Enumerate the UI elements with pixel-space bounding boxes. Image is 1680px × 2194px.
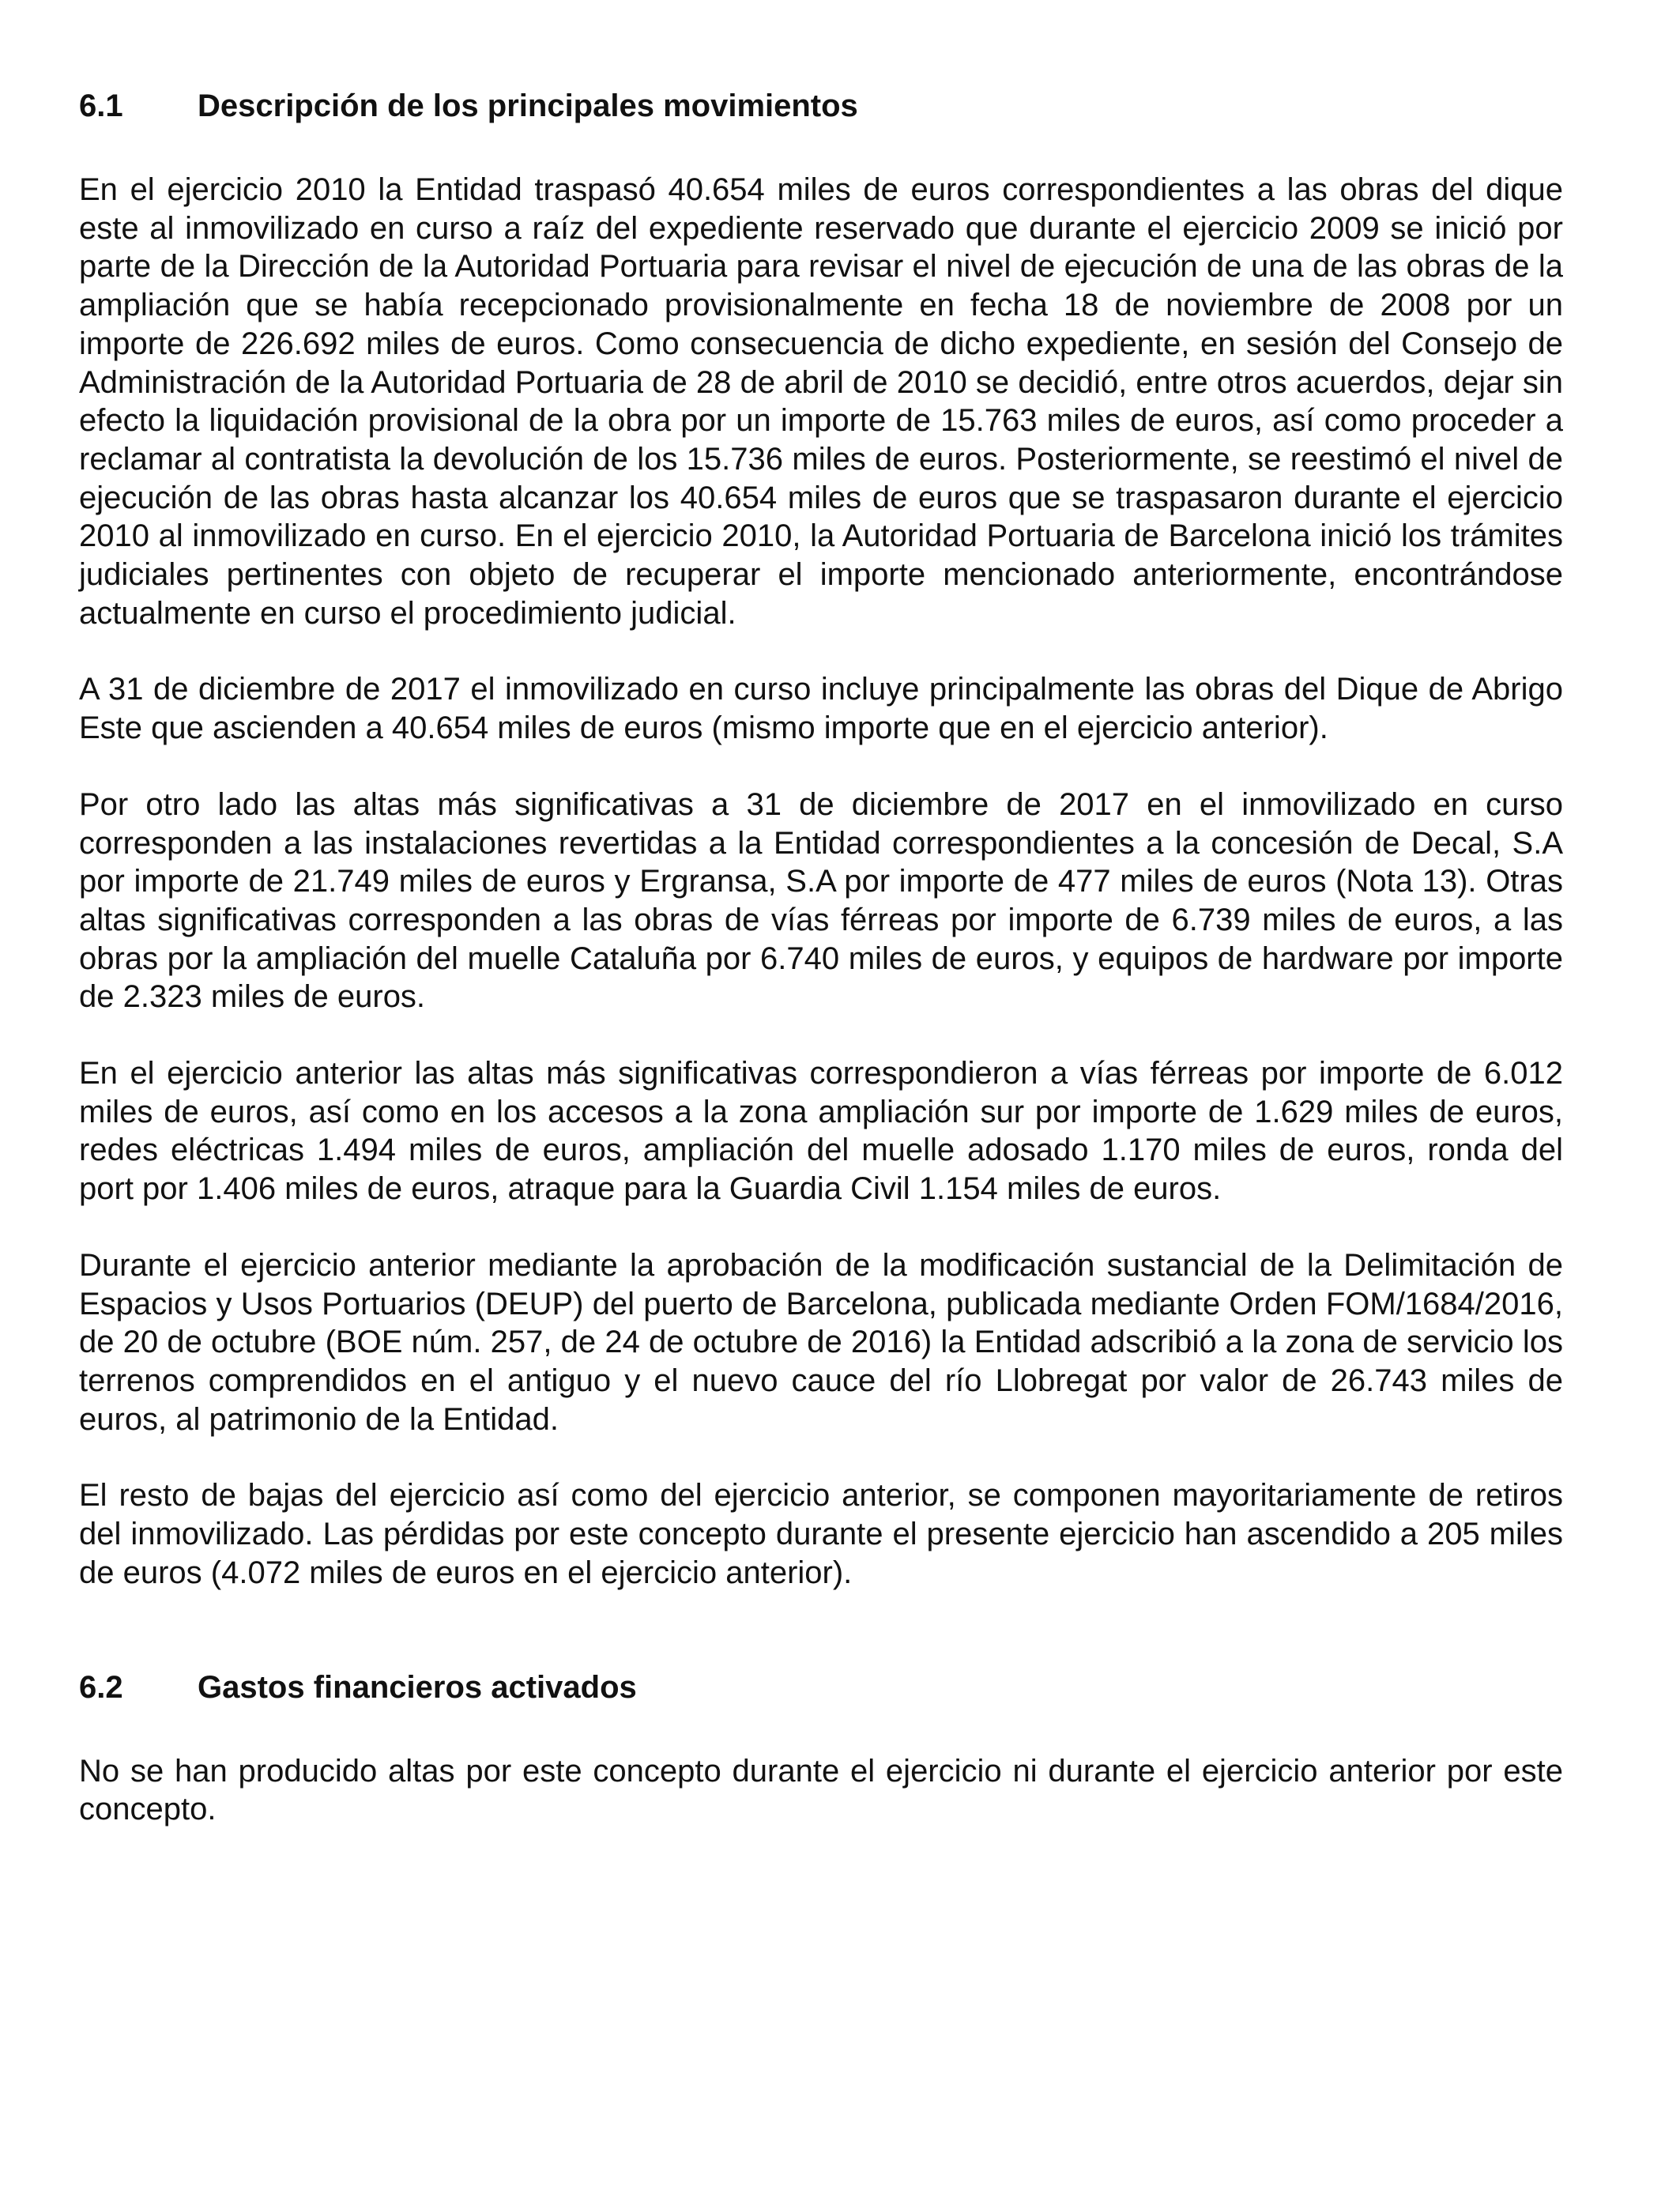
spacer — [79, 632, 1563, 670]
section-heading — [79, 87, 1563, 125]
paragraph: Por otro lado las altas más significativas a 31 de diciembre de 2017 en el inmovilizado en curso corresponden a las instalaciones revertidas a la Entidad correspondientes a la concesión de Decal, S.A por importe de 21.749 miles de euros y Ergransa, S.A por importe de 477 miles de euros (Nota 13). Otras altas significativas corresponden a las obras de vías férreas por importe de 6.739 miles de euros, a las obras por la ampliación del muelle Cataluña por 6.740 miles de euros, y equipos de hardware por importe de 2.323 miles de euros. — [79, 786, 1563, 1015]
spacer — [79, 1438, 1563, 1476]
spacer — [79, 1016, 1563, 1054]
document-body — [79, 87, 1563, 1829]
paragraph: No se han producido altas por este concepto durante el ejercicio ni durante el ejercicio anterior por este concepto. — [79, 1753, 1563, 1827]
spacer — [79, 748, 1563, 786]
paragraph: Durante el ejercicio anterior mediante la aprobación de la modificación sustancial de la Delimitación de Espacios y Usos Portuarios (DEUP) del puerto de Barcelona, publicada mediante Orden FOM/1684/2016, de 20 de octubre (BOE núm. 257, de 24 de octubre de 2016) la Entidad adscribió a la zona de servicio los terrenos comprendidos en el antiguo y el nuevo cauce del río Llobregat por valor de 26.743 miles de euros, al patrimonio de la Entidad. — [79, 1247, 1563, 1437]
paragraph: A 31 de diciembre de 2017 el inmovilizado en curso incluye principalmente las obras del Dique de Abrigo Este que ascienden a 40.654 miles de euros (mismo importe que en el ejercicio anterior). — [79, 672, 1563, 746]
paragraph: El resto de bajas del ejercicio así como del ejercicio anterior, se componen mayoritariamente de retiros del inmovilizado. Las pérdidas por este concepto durante el presente ejercicio han ascendido a 205 miles de euros (4.072 miles de euros en el ejercicio anterior). — [79, 1478, 1563, 1590]
section-title: Descripción de los principales movimientos — [198, 89, 858, 123]
section-number: 6.2 — [79, 1669, 123, 1705]
spacer — [79, 1593, 1563, 1668]
section-number: 6.1 — [79, 89, 123, 123]
section-heading — [79, 1668, 1563, 1706]
spacer — [79, 1208, 1563, 1246]
spacer — [79, 125, 1563, 171]
spacer — [79, 1706, 1563, 1752]
paragraph: En el ejercicio anterior las altas más significativas correspondieron a vías férreas por importe de 6.012 miles de euros, así como en los accesos a la zona ampliación sur por importe de 1.629 miles de euros, redes eléctricas 1.494 miles de euros, ampliación del muelle adosado 1.170 miles de euros, ronda del port por 1.406 miles de euros, atraque para la Guardia Civil 1.154 miles de euros. — [79, 1056, 1563, 1207]
section-title: Gastos financieros activados — [198, 1669, 637, 1705]
paragraph: En el ejercicio 2010 la Entidad traspasó 40.654 miles de euros correspondientes a las obras del dique este al inmovilizado en curso a raíz del expediente reservado que durante el ejercicio 2009 se inició por parte de la Dirección de la Autoridad Portuaria para revisar el nivel de ejecución de una de las obras de la ampliación que se había recepcionado provisionalmente en fecha 18 de noviembre de 2008 por un importe de 226.692 miles de euros. Como consecuencia de dicho expediente, en sesión del Consejo de Administración de la Autoridad Portuaria de 28 de abril de 2010 se decidió, entre otros acuerdos, dejar sin efecto la liquidación provisional de la obra por un importe de 15.763 miles de euros, así como proceder a reclamar al contratista la devolución de los 15.736 miles de euros. Posteriormente, se reestimó el nivel de ejecución de las obras hasta alcanzar los 40.654 miles de euros que se traspasaron durante el ejercicio 2010 al inmovilizado en curso. En el ejercicio 2010, la Autoridad Portuaria de Barcelona inició los trámites judiciales pertinentes con objeto de recuperar el importe mencionado anteriormente, encontrándose actualmente en curso el procedimiento judicial. — [79, 172, 1563, 631]
